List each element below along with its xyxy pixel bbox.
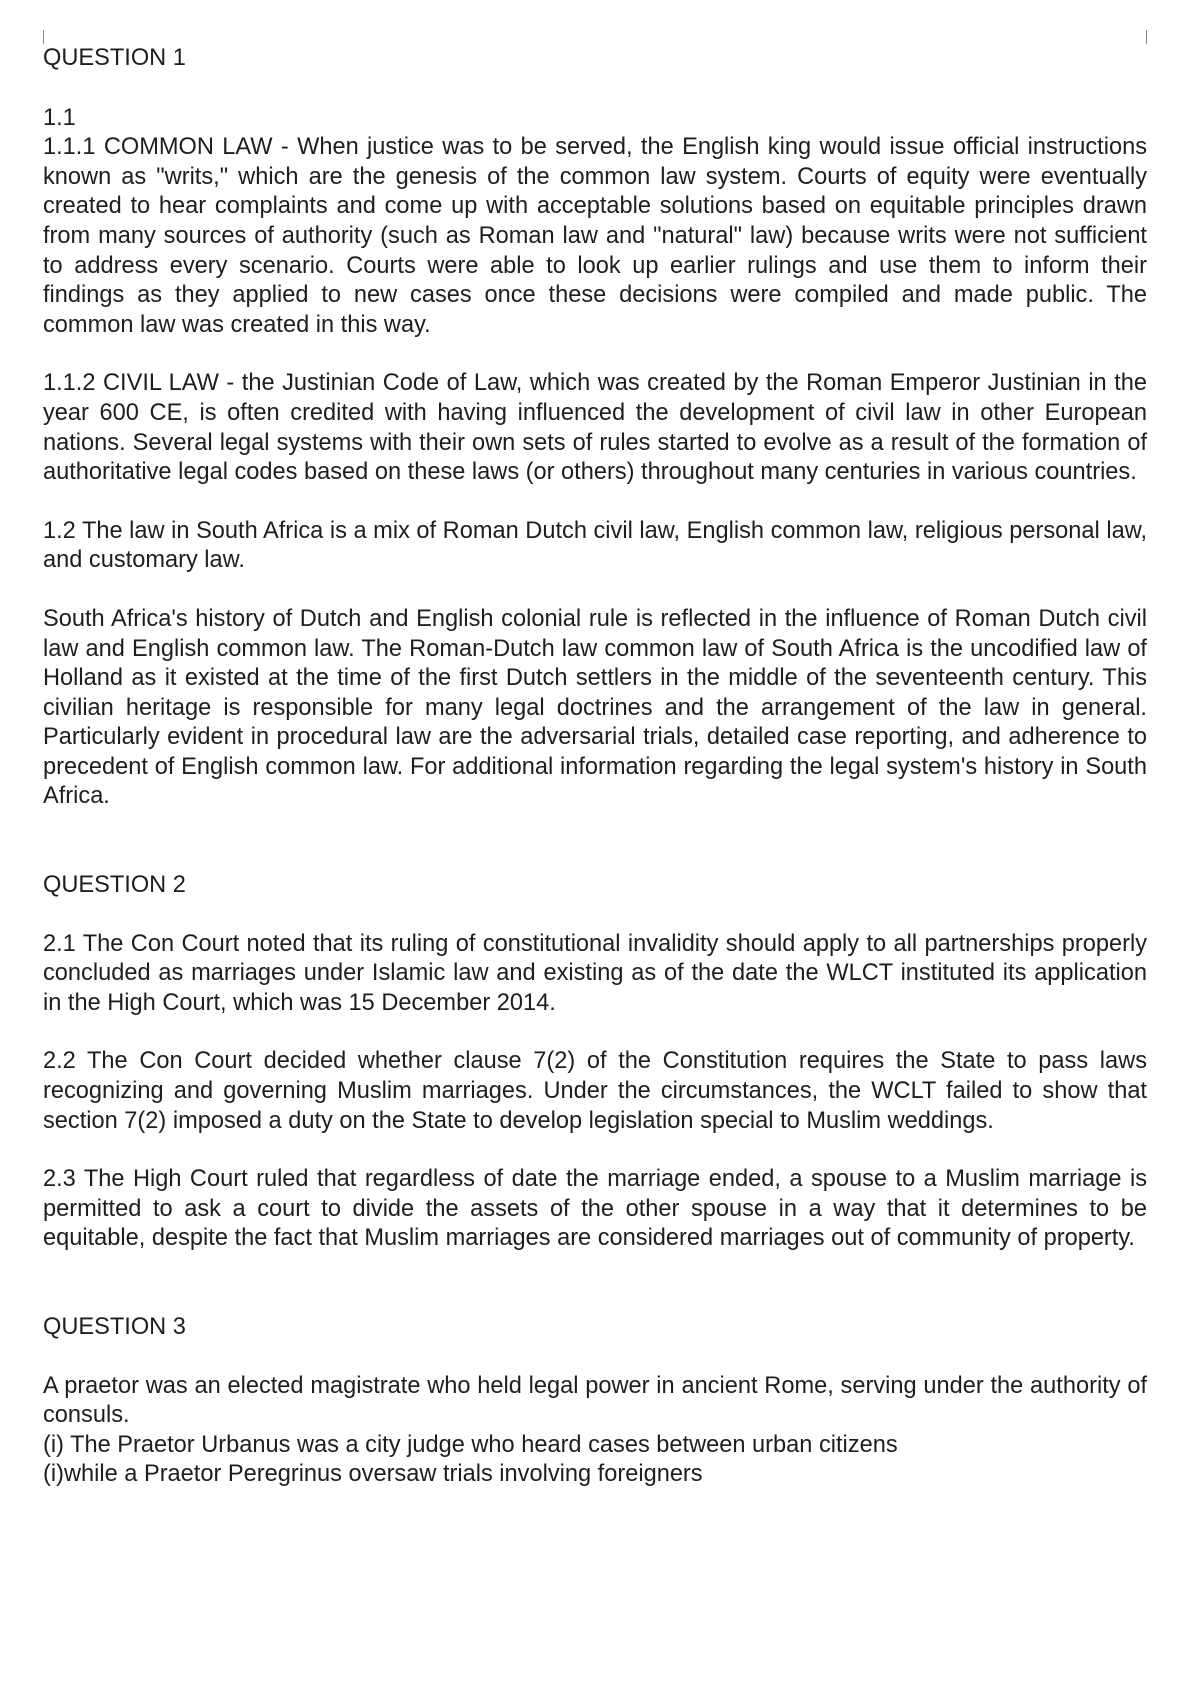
question-1-section xyxy=(43,44,1147,812)
question-1-heading: QUESTION 1 xyxy=(43,45,186,71)
section-1-1-number: 1.1 xyxy=(43,104,76,131)
question-3-section xyxy=(43,1313,1147,1490)
question-2-heading: QUESTION 2 xyxy=(43,872,186,899)
question-3-heading: QUESTION 3 xyxy=(43,1314,186,1340)
paragraph-1-1-2-civil-law: 1.1.2 CIVIL LAW - the Justinian Code of Law, which was created by the Roman Emperor Justinian in the year 600 CE, is often credited with having influenced the development of civil law in other European nations. Several legal systems with their own sets of rules started to evolve as a result of the formation of authoritative legal codes based on these laws (or others) throughout many centuries in various countries. xyxy=(43,370,1147,486)
paragraph-1-2-history: South Africa's history of Dutch and English colonial rule is reflected in the influence of Roman Dutch civil law and English common law. The Roman-Dutch law common law of South Africa is the uncodified law of Holland as it existed at the time of the first Dutch settlers in the middle of the seventeenth century. This civilian heritage is responsible for many legal doctrines and the arrangement of the law in general. Particularly evident in procedural law are the adversarial trials, detailed case reporting, and adherence to precedent of English common law. For additional information regarding the legal system's history in South Africa. xyxy=(43,605,1147,810)
paragraph-2-2: 2.2 The Con Court decided whether clause 7(2) of the Constitution requires the State to pass laws recognizing and governing Muslim marriages. Under the circumstances, the WCLT failed to show that section 7(2) imposed a duty on the State to develop legislation special to Muslim weddings. xyxy=(43,1048,1147,1134)
document-body xyxy=(43,44,1147,1490)
right-margin-mark xyxy=(1146,30,1147,44)
paragraph-1-2-south-africa: 1.2 The law in South Africa is a mix of Roman Dutch civil law, English common law, religious personal law, and customary law. xyxy=(43,517,1147,574)
paragraph-3-praetor: A praetor was an elected magistrate who held legal power in ancient Rome, serving under the authority of consuls. xyxy=(43,1372,1147,1429)
paragraph-2-1: 2.1 The Con Court noted that its ruling of constitutional invalidity should apply to all partnerships properly concluded as marriages under Islamic law and existing as of the date the WLCT instituted its application in the High Court, which was 15 December 2014. xyxy=(43,930,1147,1016)
left-margin-mark xyxy=(43,30,44,44)
paragraph-2-3: 2.3 The High Court ruled that regardless of date the marriage ended, a spouse to a Muslim marriage is permitted to ask a court to divide the assets of the other spouse in a way that it determines to be equitable, despite the fact that Muslim marriages are considered marriages out of community of property. xyxy=(43,1166,1147,1252)
question-2-section xyxy=(43,871,1147,1254)
praetor-urbanus-line: (i) The Praetor Urbanus was a city judge who heard cases between urban citizens xyxy=(43,1431,898,1458)
paragraph-1-1-1-common-law: 1.1.1 COMMON LAW - When justice was to be served, the English king would issue official instructions known as "writs," which are the genesis of the common law system. Courts of equity were eventually created to hear complaints and come up with acceptable solutions based on equitable principles drawn from many sources of authority (such as Roman law and "natural" law) because writs were not sufficient to address every scenario. Courts were able to look up earlier rulings and use them to inform their findings as they applied to new cases once these decisions were compiled and made public. The common law was created in this way. xyxy=(43,134,1147,338)
praetor-peregrinus-line: (i)while a Praetor Peregrinus oversaw trials involving foreigners xyxy=(43,1461,703,1488)
